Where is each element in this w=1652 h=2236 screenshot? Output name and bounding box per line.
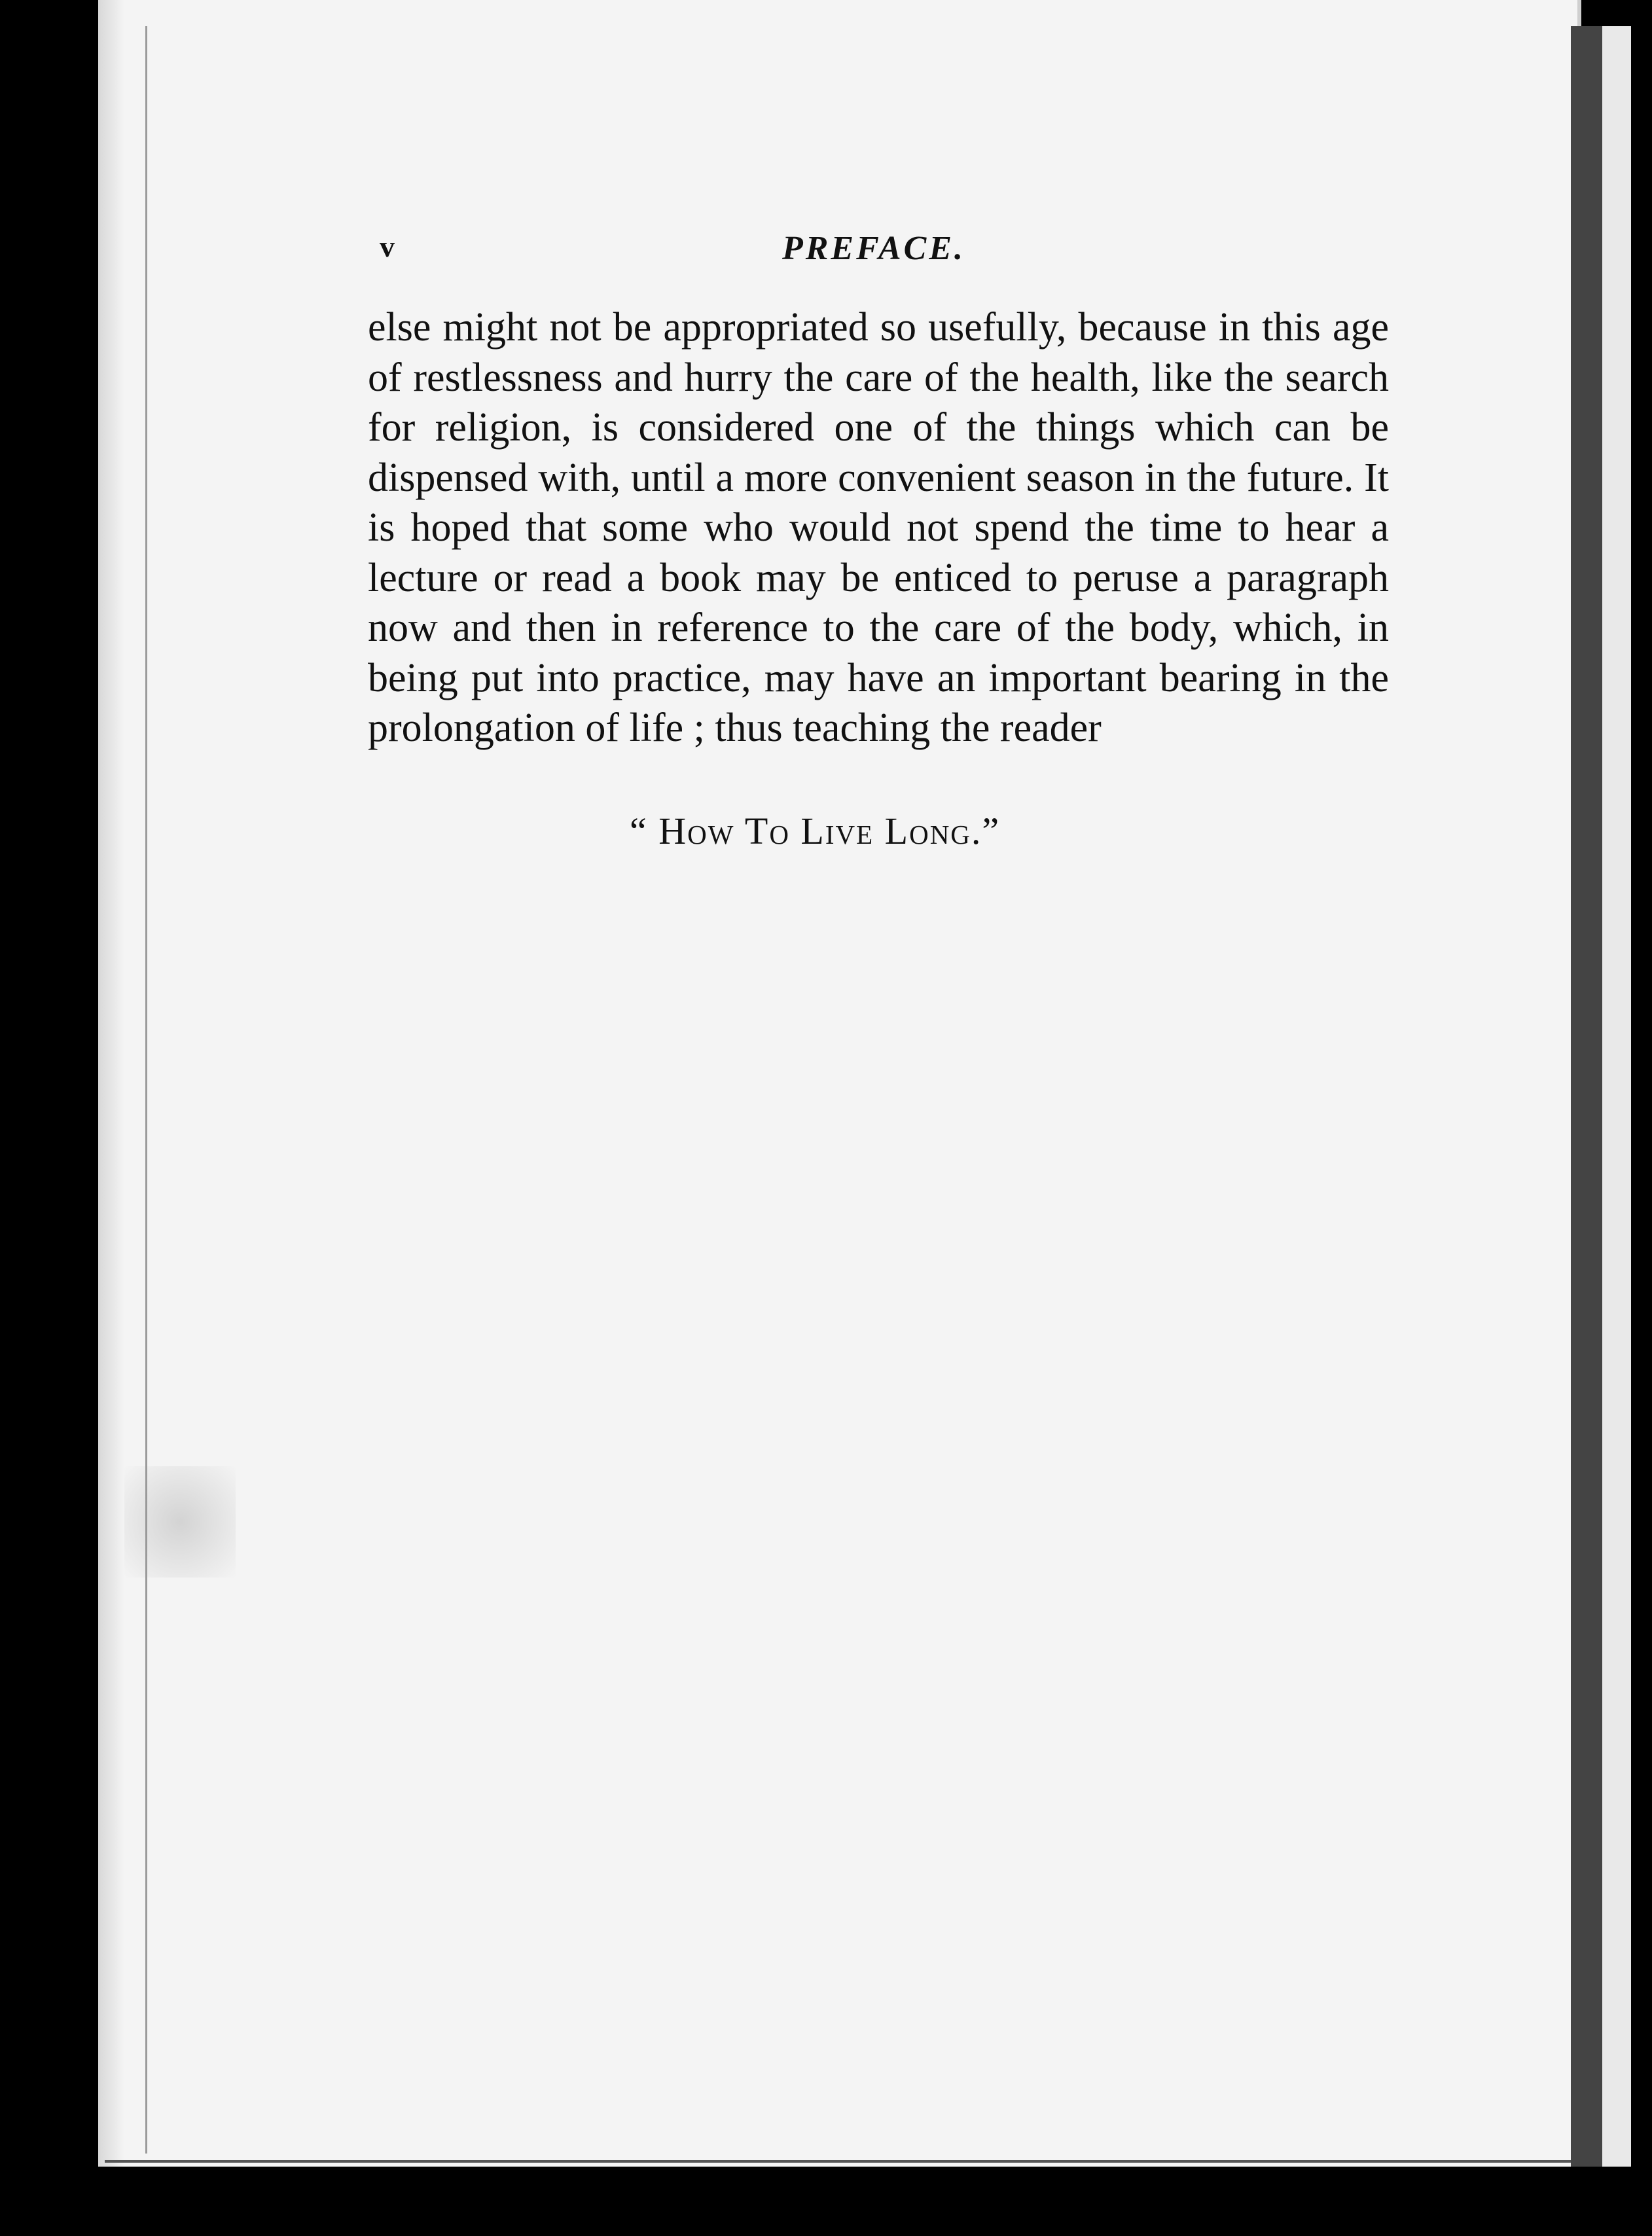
page-gutter-line [145,26,147,2154]
page-bottom-edge [105,2160,1577,2163]
page-shadow [98,0,124,2167]
next-page-sliver [1602,26,1631,2167]
running-head-title: PREFACE. [781,230,966,267]
running-head [367,229,1381,275]
body-paragraph: else might not be appropriated so usefully, because in this age of restlessness and hurry the care of the health, like the search for religion, is considered one of the things which can be dispensed with, until a more convenient season in the future. It is hoped that some who would not spend the time to hear a lecture or read a book may be enticed to peruse a paragraph now and then in reference to the care of the body, which, in being put into practice, may have an important bearing in the prolongation of life ; thus teaching the reader [368,305,1389,750]
binding-edge [1571,26,1602,2167]
closing-title: “ How To Live Long.” [630,810,1001,852]
scan-smudge [124,1466,236,1578]
page-number: v [380,230,395,263]
